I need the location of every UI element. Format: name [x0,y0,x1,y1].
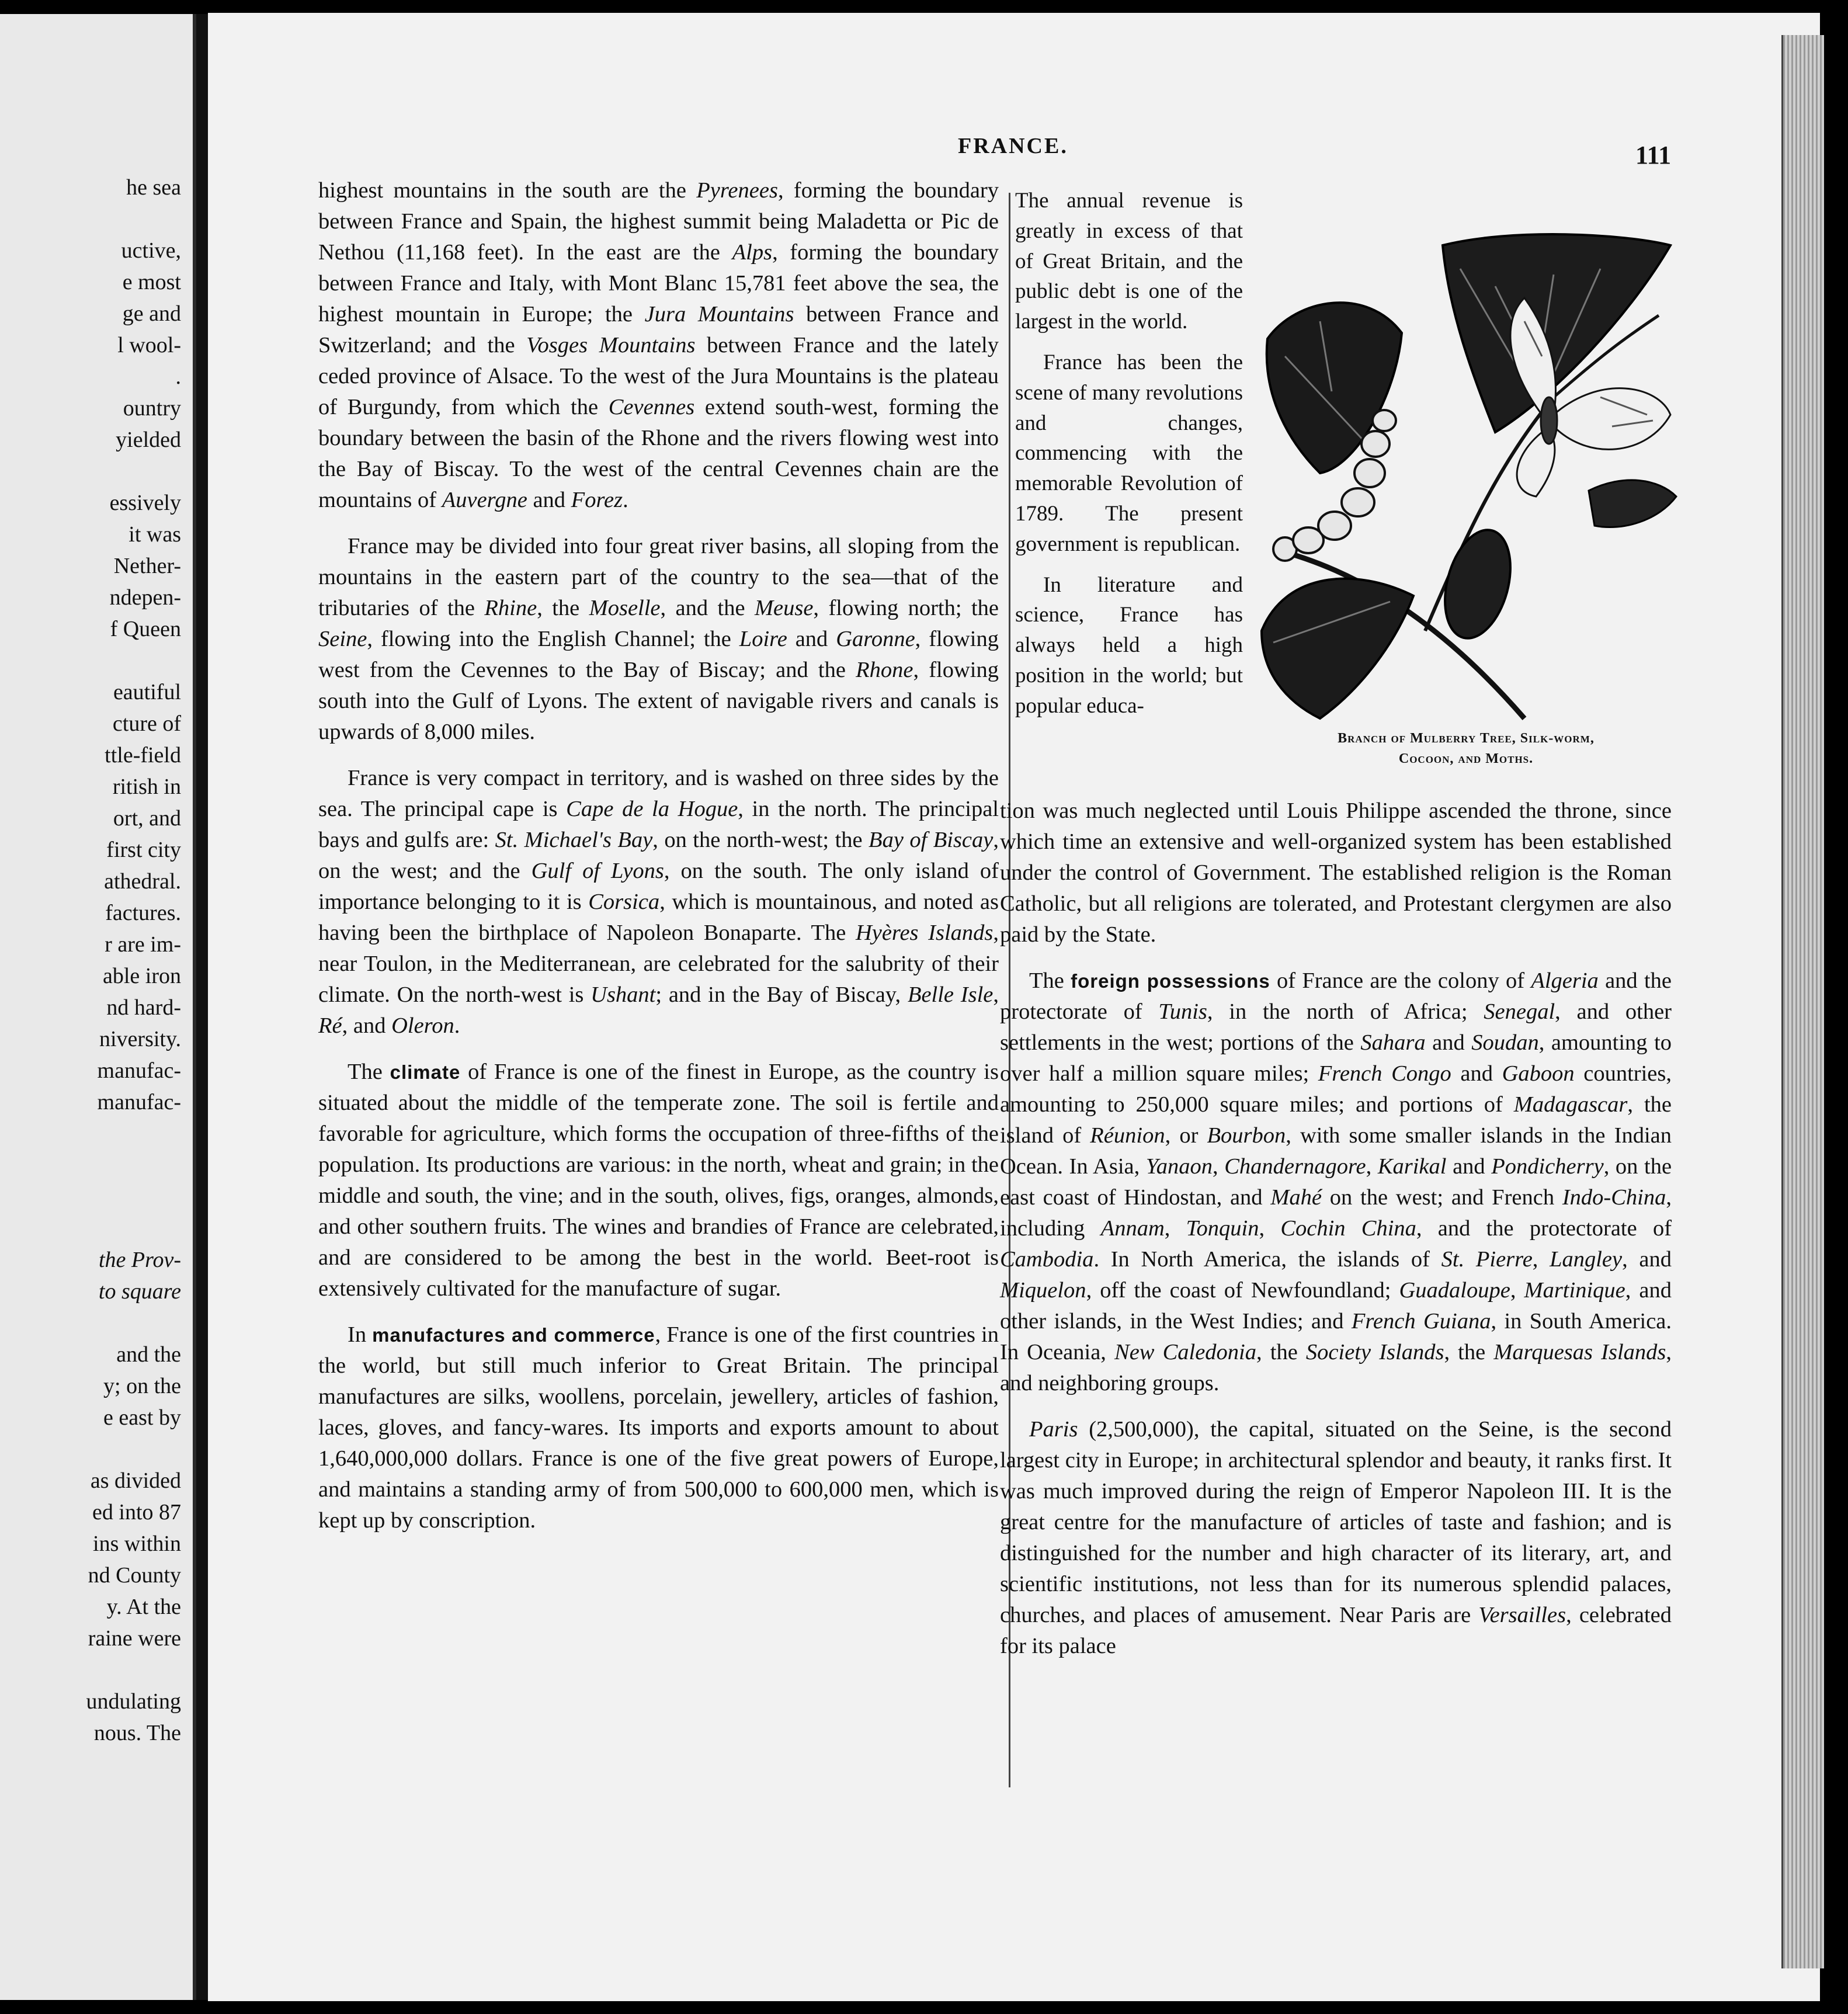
left-page-fragment: athedral. [104,869,181,894]
left-page-fragment: as divided [90,1468,181,1493]
left-page-fragment: l wool- [117,333,181,357]
paragraph-climate: The climate of France is one of the finest in Europe, as the country is situated about the middle of the temperate zone. The soil is fertile and favorable for agriculture, which forms the occupation of three-fifths of the population. Its productions are various: in the north, wheat and grain; in the middle and south, the vine; and in the south, olives, figs, oranges, almonds, and other southern fruits. The wines and brandies of France are celebrated, and are considered to be among the best in the world. Beet-root is extensively cultivated for the manufacture of sugar. [318,1060,999,1301]
left-page-fragment: f Queen [110,617,181,641]
left-page-fragment: . [175,364,181,389]
mulberry-silkworm-illustration [1250,222,1682,724]
left-page-fragment: ritish in [112,775,181,799]
left-page-fragment: nous. The [93,1721,181,1745]
left-page-fragment: the Prov- [98,1248,181,1272]
paragraph-mountains: highest mountains in the south are the Pyrenees, forming the boundary between France and Spain, the highest summit being Maladetta or Pic de Nethou (11,168 feet). In the east are the Alps, forming the boundary between France and Italy, with Mont Blanc 15,781 feet above the sea, the highest mountain in Europe; the Jura Mountains between France and Switzerland; and the Vosges Mountains between France and the lately ceded province of Alsace. To the west of the Jura Mountains is the plateau of Burgundy, from which the Cevennes extend south-west, forming the boundary between the basin of the Rhone and the rivers flowing west into the Bay of Biscay. To the west of the central Cevennes chain are the mountains of Auvergne and Forez. [318,178,999,512]
left-page-fragment: r are im- [105,932,181,957]
left-page-fragment: factures. [105,901,181,925]
paragraph-manufactures: In manufactures and commerce, France is one of the first countries in the world, but still much inferior to Great Britain. The principal manufactures are silks, woollens, porcelain, jewellery, articles of fashion, laces, gloves, and fancy-wares. Its imports and exports amount to about 1,640,000,000 dollars. France is one of the five great powers of Europe, and maintains a standing army of from 500,000 to 600,000 men, which is kept up by conscription. [318,1322,999,1533]
left-page-fragment: essively [109,491,181,515]
figure-caption [1256,728,1676,769]
left-page-fragment: and the [116,1342,181,1367]
left-page-fragment: uctive, [121,238,181,263]
mulberry-leaf-icon [1262,579,1413,718]
paragraph-revolutions: France has been the scene of many revolutions and changes, commencing with the memorable Revolution of 1789. The present government is republican. [1015,350,1243,556]
left-page-fragment: ountry [123,396,181,421]
left-column [318,175,999,1551]
left-page-fragment: to square [98,1279,181,1304]
right-column [1000,796,1672,1677]
left-page-fragment: y. At the [106,1595,181,1619]
left-page-fragment: ort, and [113,806,181,831]
left-page-fragment: yielded [116,428,181,452]
left-page-fragment: e east by [103,1405,181,1430]
left-page-fragment: manufac- [97,1058,181,1083]
left-page-fragment: ndepen- [109,585,181,610]
paragraph-foreign-possessions: The foreign possessions of France are the colony of Algeria and the protectorate of Tunis, in the north of Africa; Senegal, and other settlements in the west; portions of the Sahara and Soudan, amounting to over half a million square miles; French Congo and Gaboon countries, amounting to 250,000 square miles; and portions of Madagascar, the island of Réunion, or Bourbon, with some smaller islands in the Indian Ocean. In Asia, Yanaon, Chandernagore, Karikal and Pondicherry, on the east coast of Hindostan, and Mahé on the west; and French Indo-China, including Annam, Tonquin, Cochin China, and the protectorate of Cambodia. In North America, the islands of St. Pierre, Langley, and Miquelon, off the coast of Newfoundland; Guadaloupe, Martinique, and other islands, in the West Indies; and French Guiana, in South America. In Oceania, New Caledonia, the Society Islands, the Marquesas Islands, and neighboring groups. [1000,968,1672,1395]
left-page-fragment: raine were [88,1626,181,1651]
left-page-fragment: y; on the [103,1374,181,1398]
left-page-fragment: able iron [102,964,181,988]
paragraph-paris: Paris (2,500,000), the capital, situated on the Seine, is the second largest city in Europe; in architectural splendor and beauty, it ranks first. It was much improved during the reign of Emperor Napoleon III. It is the great centre for the manufacture of articles of taste and fashion; and is distinguished for the number and high character of its literary, art, and scientific institutions, not less than for its numerous splendid palaces, churches, and places of amusement. Near Paris are Versailles, celebrated for its palace [1000,1417,1672,1658]
caption-line: Branch of Mulberry Tree, Silk-worm, [1338,731,1595,746]
left-page-fragment: cture of [112,711,181,736]
page-edge-stack [1781,35,1824,1968]
left-page-fragment: manufac- [97,1090,181,1114]
right-column-beside-figure [1015,186,1243,732]
paragraph-literature: In literature and science, France has always held a high position in the world; but popular educa- [1015,572,1243,718]
paragraph-education: tion was much neglected until Louis Philippe ascended the throne, since which time an extensive and well-organized system has been established under the control of Government. The established religion is the Roman Catholic, but all religions are tolerated, and Protestant clergymen are also paid by the State. [1000,798,1672,947]
left-page-fragment: ge and [122,301,181,326]
left-page-fragment: it was [128,522,181,547]
left-page-fragment: first city [106,838,181,862]
running-header: FRANCE. [958,134,1068,158]
left-page-fragment: ttle-field [105,743,181,768]
mulberry-leaf-icon [1589,480,1676,527]
cocoon-icon [1434,523,1522,645]
left-page-fragment: ed into 87 [92,1500,181,1525]
left-facing-page [0,14,196,2000]
caption-line: Cocoon, and Moths. [1398,751,1534,766]
left-page-fragment: eautiful [113,680,181,704]
left-page-fragment: nd County [88,1563,181,1588]
paragraph-coast: France is very compact in territory, and is washed on three sides by the sea. The principal cape is Cape de la Hogue, in the north. The principal bays and gulfs are: St. Michael's Bay, on the north-west; the Bay of Biscay, on the west; and the Gulf of Lyons, on the south. The only island of importance belonging to it is Corsica, which is mountainous, and noted as having been the birthplace of Napoleon Bonaparte. The Hyères Islands, near Toulon, in the Mediterranean, are celebrated for the salubrity of their climate. On the north-west is Ushant; and in the Bay of Biscay, Belle Isle, Ré, and Oleron. [318,766,999,1038]
left-page-fragment: nd hard- [106,995,181,1020]
paragraph-revenue: The annual revenue is greatly in excess of that of Great Britain, and the public debt is one of the largest in the world. [1015,189,1243,334]
left-page-fragment: ins within [93,1532,181,1556]
left-page-fragment: e most [122,270,181,294]
page-number: 111 [1635,141,1672,169]
left-page-fragment: Nether- [113,554,181,578]
left-page-fragment: undulating [86,1689,181,1714]
paragraph-rivers: France may be divided into four great river basins, all sloping from the mountains in the eastern part of the country to the sea—that of the tributaries of the Rhine, the Moselle, and the Meuse, flowing north; the Seine, flowing into the English Channel; the Loire and Garonne, flowing west from the Cevennes to the Bay of Biscay; and the Rhone, flowing south into the Gulf of Lyons. The extent of navigable rivers and canals is upwards of 8,000 miles. [318,534,999,744]
left-page-fragment: niversity. [99,1027,181,1051]
left-page-fragment: he sea [126,175,181,200]
